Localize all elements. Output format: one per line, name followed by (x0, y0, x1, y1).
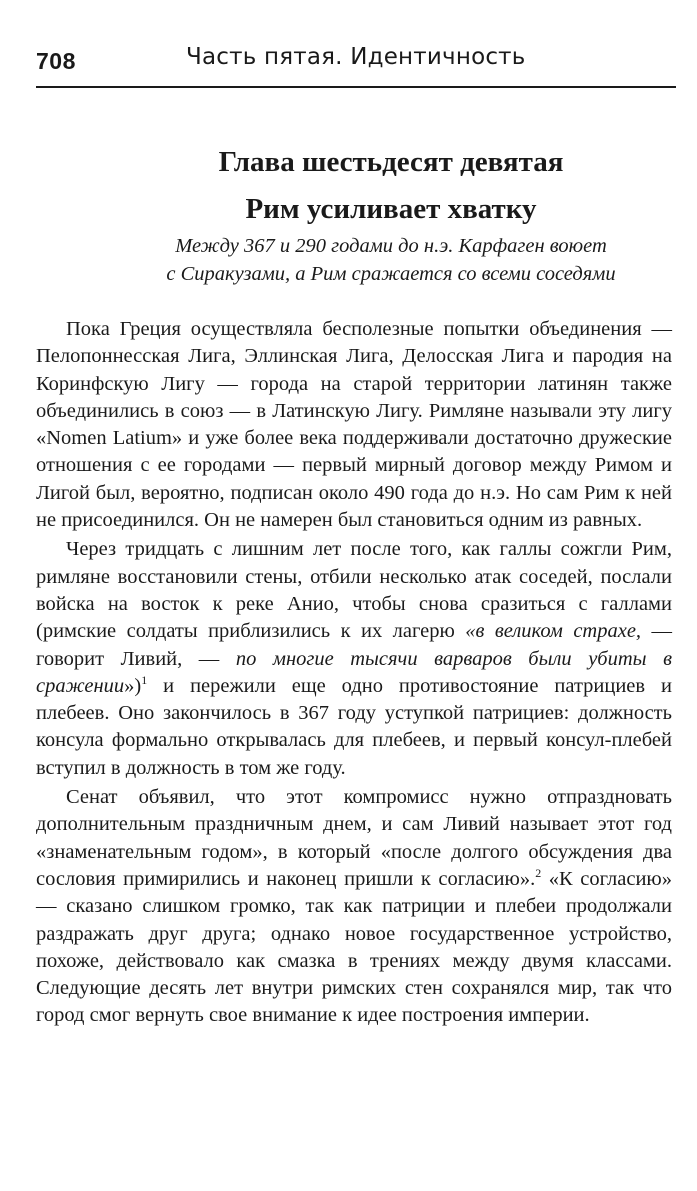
text-run: ») (124, 674, 142, 697)
italic-quote: «в великом страхе, (465, 620, 642, 643)
italic-quote: по многие тысячи варваров были убиты в сражении (36, 647, 672, 697)
paragraph (36, 784, 672, 1030)
text-run: Через тридцать с лишним лет после того, как галлы сожгли Рим, римляне восстановили стены, отбили несколько атак соседей, послали войска на восток к реке Анио, чтобы снова сразиться с галлами (римские солдаты приблизились к их лагерю (36, 538, 672, 643)
page-number: 708 (36, 48, 76, 74)
chapter-title: Рим усиливает хватку (245, 193, 537, 225)
running-title: Часть пятая. Идентичность (186, 44, 526, 70)
chapter-epigraph (36, 232, 676, 288)
footnote-marker: 2 (535, 866, 542, 881)
header-rule (36, 86, 676, 88)
body-text (36, 316, 672, 1030)
paragraph: Пока Греция осуществляла бесполезные попытки объединения — Пелопоннесская Лига, Эллинская Лига, Делосская Лига и пародия на Коринфскую Лигу — города на старой территории латинян также объединились в союз — в Латинскую Лигу. Римляне называли эту лигу «Nomen Latium» и уже более века поддерживали достаточно дружеские отношения с ее городами — первый мирный договор между Римом и Лигой был, вероятно, подписан около 490 года до н.э. Но сам Рим к ней не присоединился. Он не намерен был становиться одним из равных. (36, 318, 672, 532)
chapter-number: Глава шестьдесят девятая (218, 146, 564, 178)
epigraph-line: Между 367 и 290 годами до н.э. Карфаген воюет (175, 235, 607, 257)
text-run: «К согласию» — сказано слишком громко, так как патриции и плебеи продолжали раздражать друг друга; однако новое государственное устройство, похоже, действовало как смазка в трениях между двумя классами. Следующие десять лет внутри римских стен сохранялся мир, так что город смог вернуть свое внимание к идее построения империи. (36, 867, 672, 1027)
footnote-marker: 1 (141, 673, 148, 688)
text-run: — говорит Ливий, — (36, 620, 672, 670)
running-head (36, 38, 676, 80)
text-run: и пережили еще одно противостояние патрициев и плебеев. Оно закончилось в 367 году уступкой патрициев: должность консула формально открывалась для плебеев, и первый консул-плебей вступил в должность в том же году. (36, 674, 672, 779)
text-run: Сенат объявил, что этот компромисс нужно отпраздновать дополнительным праздничным днем, и сам Ливий называет этот год «знаменательным годом», в который «после долгого обсуждения два сословия примирились и наконец пришли к согласию». (36, 786, 672, 890)
chapter-heading (36, 140, 676, 234)
epigraph-line: с Сиракузами, а Рим сражается со всеми соседями (166, 263, 616, 285)
paragraph (36, 536, 672, 782)
